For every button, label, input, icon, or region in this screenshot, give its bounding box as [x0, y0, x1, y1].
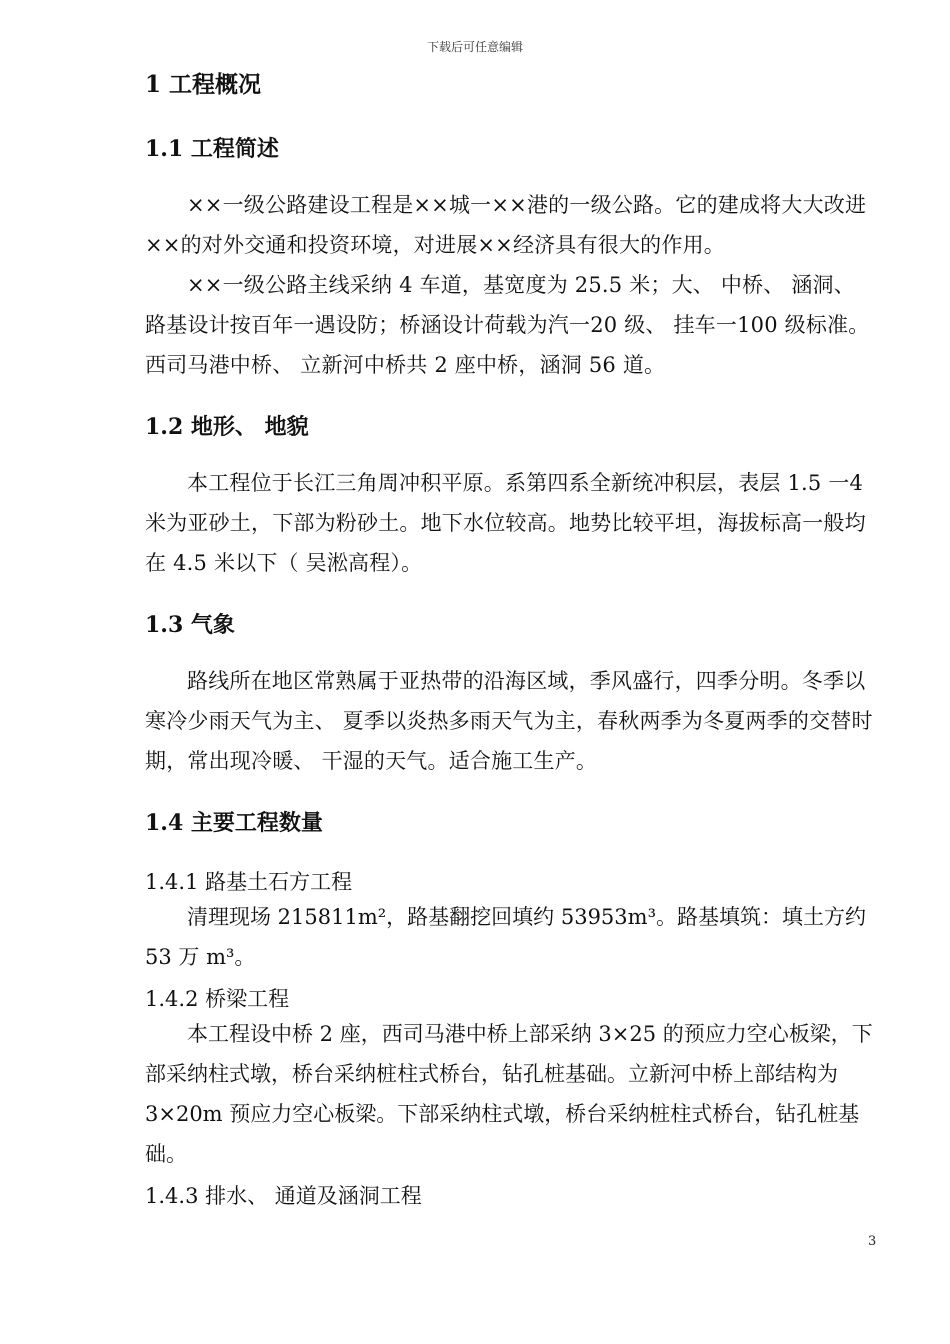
- section-heading-1-3: 1.3 气象: [145, 612, 235, 638]
- page-header: 下载后可任意编辑: [426, 40, 523, 54]
- subsection-heading-1-4-3: 1.4.3 排水、 通道及涵洞工程: [145, 1184, 422, 1208]
- subsection-heading-1-4-1: 1.4.1 路基土石方工程: [145, 870, 353, 894]
- chapter-title: 1 工程概况: [145, 71, 262, 98]
- section-heading-1-2: 1.2 地形、 地貌: [145, 414, 309, 440]
- paragraph-bridges: 本工程设中桥 2 座，西司马港中桥上部采纳 3×25 的预应力空心板梁，下部采纳柱式墩，桥台采纳桩柱式桥台，钻孔桩基础。立新河中桥上部结构为 3×20m 预应力空心板梁。下部采纳柱式墩，桥台采纳桩柱式桥台，钻孔桩基础。: [145, 1022, 873, 1166]
- paragraph-terrain: 本工程位于长江三角周冲积平原。系第四系全新统冲积层，表层 1.5 一4 米为亚砂土，下部为粉砂土。地下水位较高。地势比较平坦，海拔标高一般均在 4.5 米以下（ 吴淞高程）。: [145, 471, 866, 575]
- page-number: 3: [868, 1234, 877, 1249]
- section-heading-1-1: 1.1 工程简述: [145, 136, 279, 162]
- subsection-heading-1-4-2: 1.4.2 桥梁工程: [145, 987, 290, 1011]
- paragraph-overview-2: ××一级公路主线采纳 4 车道，基宽度为 25.5 米；大、 中桥、 涵洞、 路基设计按百年一遇设防；桥涵设计荷载为汽一20 级、 挂车一100 级标准。西司马港中桥、 立新河中桥共 2 座中桥，涵洞 56 道。: [145, 273, 870, 377]
- section-heading-1-4: 1.4 主要工程数量: [145, 810, 323, 836]
- paragraph-overview-1: ××一级公路建设工程是××城一××港的一级公路。它的建成将大大改进××的对外交通和投资环境，对进展××经济具有很大的作用。: [145, 193, 867, 257]
- paragraph-climate: 路线所在地区常熟属于亚热带的沿海区域，季风盛行，四季分明。冬季以寒冷少雨天气为主、 夏季以炎热多雨天气为主，春秋两季为冬夏两季的交替时期，常出现冷暖、 干湿的天气。适合施工生产。: [145, 669, 873, 773]
- paragraph-earthwork: 清理现场 215811m²，路基翻挖回填约 53953m³。路基填筑：填土方约 53 万 m³。: [145, 905, 866, 969]
